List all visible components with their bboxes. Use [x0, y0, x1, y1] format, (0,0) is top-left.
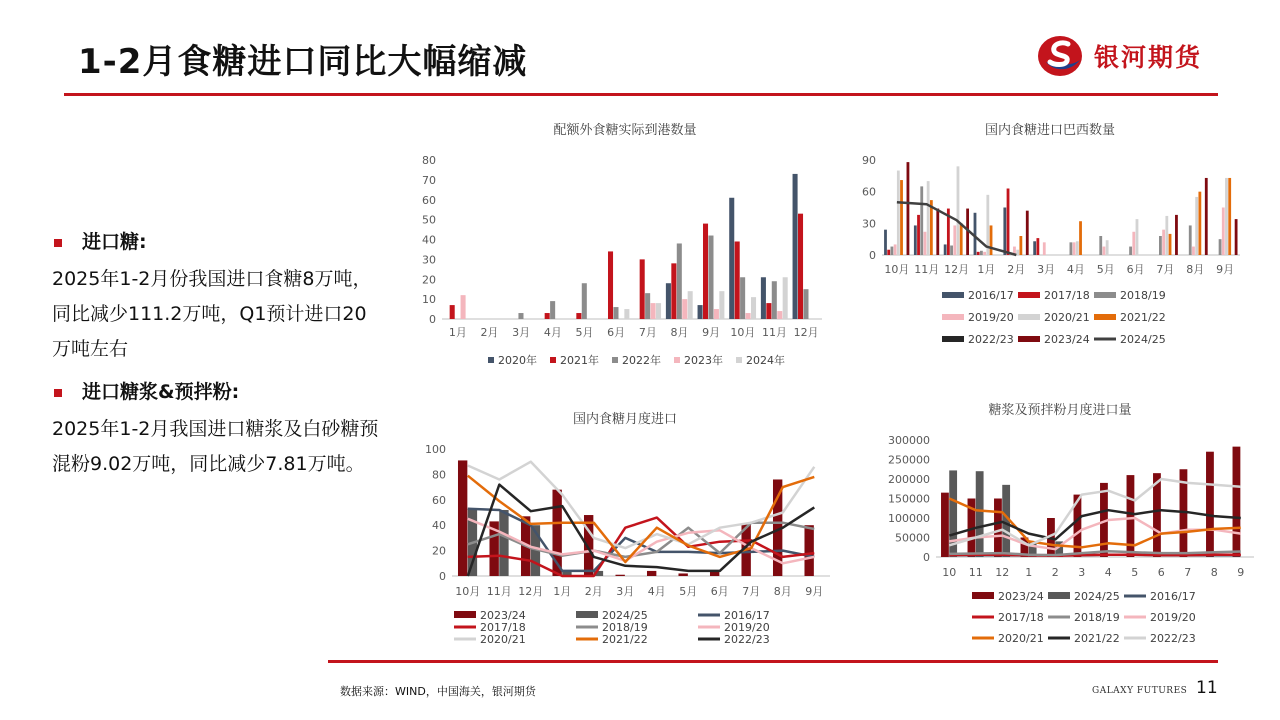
brand-name: 银河期货 — [1094, 43, 1203, 72]
chart-syrup-premix-imports — [860, 398, 1260, 650]
bar-2019/20 — [953, 225, 956, 255]
y-tick-label: 30 — [862, 217, 876, 231]
chart-quota-arrivals — [410, 118, 840, 380]
bar-2021年 — [798, 214, 803, 319]
bar-2022年 — [708, 236, 713, 319]
chart-title: 国内食糖月度进口 — [572, 412, 678, 427]
legend-swatch — [942, 292, 964, 298]
bar-2024年 — [688, 291, 693, 319]
bar-2024/25 — [976, 471, 984, 557]
bar-2022年 — [582, 283, 587, 319]
bar-2023/24 — [941, 493, 949, 557]
legend-label: 2019/20 — [968, 311, 1014, 324]
bar-2016/17 — [944, 244, 947, 255]
x-tick-label: 2月 — [584, 585, 603, 598]
bullet-icon — [54, 389, 62, 397]
bar-2017/18 — [1036, 238, 1039, 255]
y-tick-label: 80 — [422, 154, 436, 167]
legend-label: 2021年 — [560, 354, 599, 367]
bar-2020/21 — [1195, 197, 1198, 255]
y-tick-label: 200000 — [888, 473, 930, 486]
legend-label: 2024/25 — [1074, 590, 1120, 603]
y-tick-label: 40 — [432, 519, 446, 533]
legend-swatch — [1018, 292, 1040, 298]
legend-label: 2023/24 — [480, 609, 526, 622]
bar-2019/20 — [1073, 242, 1076, 255]
bar-2020/21 — [1106, 240, 1109, 255]
bar-2018/19 — [891, 247, 894, 255]
bar-2017/18 — [1007, 189, 1010, 256]
bar-2022年 — [677, 243, 682, 319]
bar-2022年 — [772, 281, 777, 319]
legend-label: 2022/23 — [724, 633, 770, 646]
bar-2022年 — [613, 307, 618, 319]
bar-2023/24 — [615, 575, 624, 576]
y-tick-label: 0 — [429, 313, 436, 326]
bar-2021年 — [545, 313, 550, 319]
bar-2021/22 — [900, 180, 903, 255]
bar-2018/19 — [950, 246, 953, 256]
legend-label: 2019/20 — [1150, 611, 1196, 624]
x-tick-label: 1月 — [553, 585, 572, 598]
x-tick-label: 9 — [1237, 566, 1245, 579]
x-tick-label: 11月 — [486, 585, 512, 598]
x-tick-label: 2月 — [1007, 263, 1026, 276]
legend-swatch — [1018, 314, 1040, 320]
bar-2021/22 — [1079, 221, 1082, 255]
y-tick-label: 10 — [422, 293, 436, 307]
x-tick-label: 10月 — [730, 326, 756, 339]
chart-brazil-imports — [850, 118, 1250, 360]
y-tick-label: 0 — [923, 551, 930, 564]
bar-2021/22 — [1169, 234, 1172, 255]
legend-label: 2021/22 — [602, 633, 648, 646]
legend-label: 2023/24 — [1044, 333, 1090, 346]
bar-2019/20 — [894, 244, 897, 255]
x-tick-label: 2月 — [480, 326, 499, 339]
legend-swatch — [736, 357, 742, 363]
bar-2023年 — [651, 303, 656, 319]
legend-label: 2016/17 — [1150, 590, 1196, 603]
x-tick-label: 4月 — [1066, 263, 1085, 276]
line-2020/21 — [468, 462, 815, 548]
bar-2018/19 — [1159, 236, 1162, 255]
x-tick-label: 5月 — [575, 326, 594, 339]
y-tick-label: 80 — [432, 468, 446, 482]
bar-2023年 — [714, 309, 719, 319]
page-title: 1-2月食糖进口同比大幅缩减 — [78, 42, 528, 82]
galaxy-logo-icon — [1036, 32, 1088, 80]
section-text-import-sugar: 2025年1-2月份我国进口食糖8万吨，同比减少111.2万吨，Q1预计进口20万吨左右 — [52, 268, 372, 360]
y-tick-label: 20 — [432, 544, 446, 558]
legend-label: 2020/21 — [480, 633, 526, 646]
y-tick-label: 60 — [862, 185, 876, 199]
legend-label: 2022/23 — [968, 333, 1014, 346]
y-tick-label: 20 — [422, 273, 436, 287]
bar-2023/24 — [994, 499, 1002, 558]
y-tick-label: 250000 — [888, 453, 930, 467]
bar-2020/21 — [1165, 216, 1168, 255]
bar-2021/22 — [1019, 236, 1022, 255]
bar-2024年 — [624, 309, 629, 319]
legend-label: 2017/18 — [1044, 289, 1090, 302]
bar-2023年 — [746, 313, 751, 319]
y-tick-label: 70 — [422, 173, 436, 187]
x-tick-label: 11月 — [762, 326, 787, 339]
bar-2020年 — [729, 198, 734, 319]
bar-2024/25 — [499, 510, 508, 576]
x-tick-label: 6 — [1157, 566, 1165, 579]
bar-2024年 — [783, 277, 788, 319]
bar-2023/24 — [1235, 219, 1238, 255]
bar-2022年 — [740, 277, 745, 319]
bar-2020/21 — [957, 166, 960, 255]
section-heading-syrup-premix — [52, 375, 382, 410]
bar-2018/19 — [1129, 247, 1132, 255]
legend-swatch — [612, 357, 618, 363]
chart-title: 国内食糖进口巴西数量 — [984, 123, 1116, 138]
bar-2023/24 — [647, 571, 656, 576]
legend-swatch — [488, 357, 494, 363]
x-tick-label: 11 — [968, 566, 983, 579]
bar-2020/21 — [927, 181, 930, 255]
legend-swatch — [550, 357, 556, 363]
bar-2020/21 — [1225, 178, 1228, 255]
bar-2017/18 — [887, 250, 890, 255]
legend-label: 2018/19 — [602, 621, 648, 634]
y-tick-label: 100000 — [888, 512, 930, 525]
x-tick-label: 6月 — [607, 326, 626, 339]
bar-2021年 — [576, 313, 581, 319]
x-tick-label: 1 — [1025, 566, 1033, 579]
legend-swatch — [942, 314, 964, 320]
bar-2017/18 — [977, 252, 980, 255]
bar-2023/24 — [907, 162, 910, 255]
x-tick-label: 5月 — [1096, 263, 1115, 276]
x-tick-label: 12月 — [518, 585, 544, 598]
bar-2023/24 — [1233, 447, 1241, 557]
legend-swatch — [1018, 336, 1040, 342]
y-tick-label: 150000 — [888, 492, 930, 506]
bar-2021年 — [640, 259, 645, 319]
legend-label: 2024/25 — [1120, 333, 1166, 346]
legend-label: 2016/17 — [724, 609, 770, 622]
bar-2019/20 — [1222, 208, 1225, 256]
bar-2023/24 — [1205, 178, 1208, 255]
x-tick-label: 4月 — [647, 585, 666, 598]
legend-swatch — [1048, 592, 1070, 599]
legend-label: 2020/21 — [998, 632, 1044, 645]
summary-panel — [52, 225, 382, 490]
legend-swatch — [942, 336, 964, 342]
bar-2018/19 — [980, 251, 983, 255]
legend-label: 2020年 — [498, 354, 537, 367]
chart-svg — [850, 118, 1250, 360]
bar-2024年 — [751, 297, 756, 319]
bar-2021年 — [608, 251, 613, 319]
bar-2023/24 — [678, 573, 687, 576]
bar-2022年 — [518, 313, 523, 319]
legend-label: 2023年 — [684, 354, 723, 367]
bar-2016/17 — [1033, 241, 1036, 255]
x-tick-label: 10月 — [884, 263, 910, 276]
heading-text: 进口糖浆&预拌粉: — [82, 381, 240, 403]
chart-title: 配额外食糖实际到港数量 — [553, 123, 697, 138]
y-tick-label: 0 — [869, 249, 876, 262]
y-tick-label: 100 — [425, 443, 446, 456]
x-tick-label: 8月 — [670, 326, 689, 339]
x-tick-label: 3 — [1078, 566, 1086, 579]
x-tick-label: 5 — [1131, 566, 1139, 579]
y-tick-label: 0 — [439, 570, 446, 583]
bar-2023年 — [682, 299, 687, 319]
x-tick-label: 3月 — [512, 326, 531, 339]
legend-swatch — [1094, 292, 1116, 298]
legend-label: 2021/22 — [1120, 311, 1166, 324]
bar-2023/24 — [458, 460, 467, 576]
legend-label: 2022年 — [622, 354, 661, 367]
legend-label: 2023/24 — [998, 590, 1044, 603]
bar-2020/21 — [897, 171, 900, 255]
bar-2023年 — [777, 311, 782, 319]
bar-2020/21 — [1016, 250, 1019, 255]
bar-2021年 — [450, 305, 455, 319]
chart-svg — [410, 405, 840, 653]
legend-label: 2021/22 — [1074, 632, 1120, 645]
y-tick-label: 30 — [422, 253, 436, 267]
bar-2018/19 — [1189, 225, 1192, 255]
chart-title: 糖浆及预拌粉月度进口量 — [988, 403, 1132, 418]
bar-2018/19 — [1219, 239, 1222, 255]
legend-label: 2018/19 — [1074, 611, 1120, 624]
footer-divider — [328, 660, 1218, 663]
bar-2020年 — [761, 277, 766, 319]
legend-swatch — [1094, 314, 1116, 320]
bar-2017/18 — [917, 215, 920, 255]
x-tick-label: 5月 — [679, 585, 698, 598]
bar-2024年 — [656, 303, 661, 319]
bar-2019/20 — [1103, 247, 1106, 255]
bar-2018/19 — [1070, 242, 1073, 255]
x-tick-label: 7 — [1184, 566, 1192, 579]
bar-2019/20 — [924, 232, 927, 255]
bar-2019/20 — [1162, 230, 1165, 255]
section-text-syrup-premix: 2025年1-2月我国进口糖浆及白砂糖预混粉9.02万吨，同比减少7.81万吨。 — [52, 418, 379, 475]
legend-label: 2019/20 — [724, 621, 770, 634]
legend-label: 2024年 — [746, 354, 785, 367]
x-tick-label: 12月 — [793, 326, 819, 339]
brand-logo — [1036, 32, 1226, 80]
header-divider — [64, 93, 1218, 96]
line-2017/18 — [949, 555, 1241, 556]
x-tick-label: 8 — [1210, 566, 1218, 579]
x-tick-label: 7月 — [638, 326, 657, 339]
x-tick-label: 10 — [942, 566, 957, 579]
bar-2020/21 — [1076, 241, 1079, 255]
bar-2021年 — [671, 263, 676, 319]
y-tick-label: 90 — [862, 154, 876, 167]
x-tick-label: 9月 — [702, 326, 721, 339]
bar-2016/17 — [884, 230, 887, 255]
bar-2020年 — [698, 305, 703, 319]
x-tick-label: 3月 — [1037, 263, 1056, 276]
bar-2019/20 — [1192, 247, 1195, 255]
bar-2021年 — [735, 241, 740, 319]
x-tick-label: 8月 — [773, 585, 792, 598]
bar-2019/20 — [983, 252, 986, 255]
y-tick-label: 60 — [422, 193, 436, 207]
x-tick-label: 2 — [1051, 566, 1059, 579]
bar-2021/22 — [960, 223, 963, 255]
x-tick-label: 3月 — [616, 585, 635, 598]
bar-2022年 — [803, 289, 808, 319]
legend-label: 2017/18 — [998, 611, 1044, 624]
data-source: 数据来源：WIND，中国海关，银河期货 — [340, 685, 536, 698]
x-tick-label: 11月 — [914, 263, 940, 276]
y-tick-label: 60 — [432, 493, 446, 507]
bar-2020年 — [793, 174, 798, 319]
legend-swatch — [576, 611, 598, 618]
x-tick-label: 10月 — [455, 585, 481, 598]
x-tick-label: 9月 — [805, 585, 824, 598]
y-tick-label: 300000 — [888, 434, 930, 447]
bar-2023年 — [461, 295, 466, 319]
x-tick-label: 6月 — [1126, 263, 1145, 276]
x-tick-label: 12 — [995, 566, 1010, 579]
chart-svg — [410, 118, 840, 380]
bar-2021年 — [766, 303, 771, 319]
y-tick-label: 50000 — [895, 531, 930, 545]
legend-swatch — [454, 611, 476, 618]
bar-2016/17 — [974, 213, 977, 255]
legend-swatch — [674, 357, 680, 363]
bar-2021/22 — [1228, 178, 1231, 255]
bar-2022年 — [550, 301, 555, 319]
x-tick-label: 1月 — [977, 263, 996, 276]
legend-label: 2020/21 — [1044, 311, 1090, 324]
bar-2023/24 — [1175, 215, 1178, 255]
x-tick-label: 4月 — [543, 326, 562, 339]
bar-2018/19 — [920, 186, 923, 255]
bar-2023/24 — [936, 209, 939, 255]
bullet-icon — [54, 239, 62, 247]
legend-label: 2024/25 — [602, 609, 648, 622]
x-tick-label: 9月 — [1216, 263, 1235, 276]
x-tick-label: 8月 — [1186, 263, 1205, 276]
footer-brand: GALAXY FUTURES — [1092, 686, 1188, 696]
bar-2019/20 — [1043, 242, 1046, 255]
y-tick-label: 40 — [422, 233, 436, 247]
bar-2023/24 — [804, 525, 813, 576]
bar-2018/19 — [1099, 236, 1102, 255]
x-tick-label: 6月 — [710, 585, 729, 598]
bar-2020年 — [666, 283, 671, 319]
bar-2021/22 — [990, 225, 993, 255]
bar-2016/17 — [1003, 208, 1006, 256]
bar-2020/21 — [1136, 219, 1139, 255]
line-2022/23 — [468, 485, 815, 576]
chart-monthly-sugar-imports — [410, 405, 840, 653]
bar-2016/17 — [914, 225, 917, 255]
bar-2019/20 — [1132, 232, 1135, 255]
bar-2024年 — [719, 291, 724, 319]
legend-label: 2017/18 — [480, 621, 526, 634]
x-tick-label: 1月 — [448, 326, 467, 339]
bar-2023/24 — [1026, 211, 1029, 255]
x-tick-label: 7月 — [1156, 263, 1175, 276]
bar-2023/24 — [1206, 452, 1214, 557]
y-tick-label: 50 — [422, 213, 436, 227]
legend-label: 2018/19 — [1120, 289, 1166, 302]
bar-2021/22 — [1198, 192, 1201, 255]
legend-label: 2016/17 — [968, 289, 1014, 302]
section-heading-import-sugar — [52, 225, 382, 260]
bar-2022年 — [645, 293, 650, 319]
legend-swatch — [972, 592, 994, 599]
chart-svg — [860, 398, 1260, 650]
x-tick-label: 4 — [1104, 566, 1112, 579]
page-number: 11 — [1196, 678, 1218, 698]
x-tick-label: 12月 — [944, 263, 970, 276]
heading-text: 进口糖: — [82, 231, 147, 253]
legend-label: 2022/23 — [1150, 632, 1196, 645]
bar-2021年 — [703, 224, 708, 319]
x-tick-label: 7月 — [742, 585, 761, 598]
